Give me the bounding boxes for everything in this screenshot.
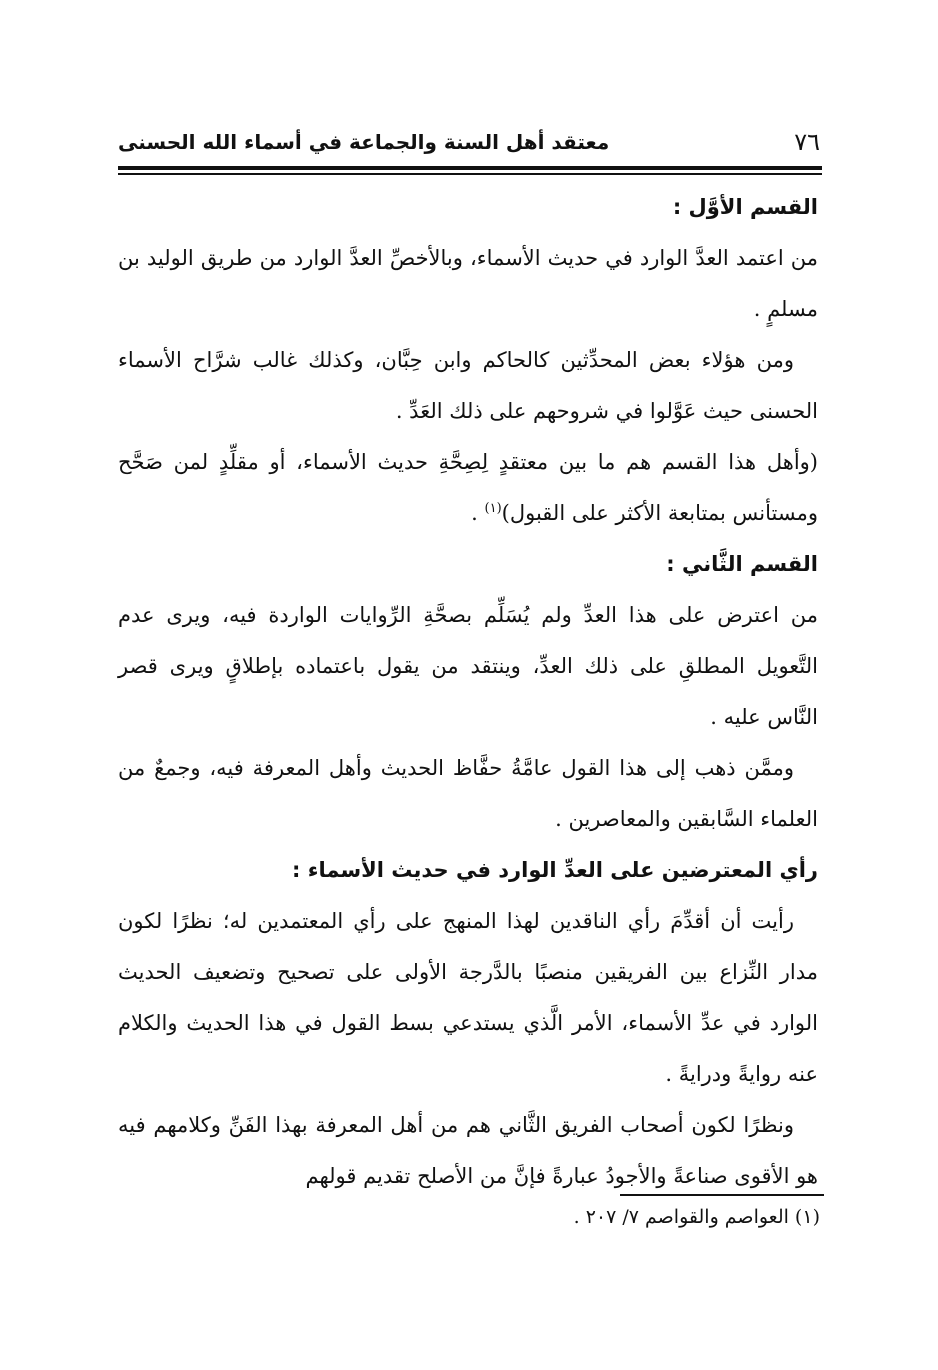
header-rule	[118, 166, 822, 170]
header-rule-secondary	[118, 173, 822, 175]
paragraph: من اعتمد العدَّ الوارد في حديث الأسماء، وبالأخصِّ العدَّ الوارد من طريق الوليد بن مسلمٍ .	[118, 246, 818, 321]
section-heading-second: القسم الثَّاني :	[666, 552, 818, 576]
page-header	[118, 126, 820, 160]
section-heading-third: رأي المعترضين على العدِّ الوارد في حديث الأسماء :	[292, 858, 818, 882]
paragraph: من اعترض على هذا العدِّ ولم يُسَلِّم بصحَّةِ الرِّوايات الواردة فيه، ويرى عدم التَّعويل المطلقِ على ذلك العدِّ، وينتقد من يقول باعتماده بإطلاقٍ ويرى قصر النَّاس عليه .	[118, 603, 818, 729]
main-text	[118, 182, 818, 1202]
paragraph: ومن هؤلاء بعض المحدِّثين كالحاكم وابن حِبَّان، وكذلك غالب شرَّاح الأسماء الحسنى حيث عَوَّلوا في شروحهم على ذلك العَدِّ .	[118, 348, 818, 423]
paragraph: ونظرًا لكون أصحاب الفريق الثَّاني هم من أهل المعرفة بهذا الفَنِّ وكلامهم فيه هو الأقوى صناعةً والأجودُ عبارةً فإنَّ من الأصلح تقديم قولهم	[118, 1113, 818, 1188]
page-number: ٧٦	[794, 128, 820, 156]
running-title: معتقد أهل السنة والجماعة في أسماء الله الحسنى	[118, 130, 610, 154]
section-heading-first: القسم الأوَّل :	[672, 195, 818, 219]
footnote-reference: (١)	[484, 501, 502, 516]
paragraph: رأيت أن أقدِّمَ رأي الناقدين لهذا المنهج على رأي المعتمدين له؛ نظرًا لكون مدار النِّزاع بين الفريقين منصبًا بالدَّرجة الأولى على تصحيح وتضعيف الحديث الوارد في عدِّ الأسماء، الأمر الَّذي يستدعي بسط القول في هذا الحديث والكلام عنه روايةً ودرايةً .	[118, 909, 818, 1086]
footnote-rule	[620, 1194, 824, 1196]
footnote: (١) العواصم والقواصم ٧/ ٢٠٧ .	[573, 1206, 820, 1228]
paragraph-with-footnote	[118, 437, 818, 539]
paragraph-text: (وأهل هذا القسم هم ما بين معتقدٍ لِصِحَّةِ حديث الأسماء، أو مقلِّدٍ لمن صَحَّح ومستأنس بمتابعة الأكثر على القبول)	[118, 450, 818, 525]
paragraph: وممَّن ذهب إلى هذا القول عامَّةُ حفَّاظ الحديث وأهل المعرفة فيه، وجمعٌ من العلماء السَّابقين والمعاصرين .	[118, 756, 818, 831]
paragraph-closing: .	[471, 501, 485, 525]
